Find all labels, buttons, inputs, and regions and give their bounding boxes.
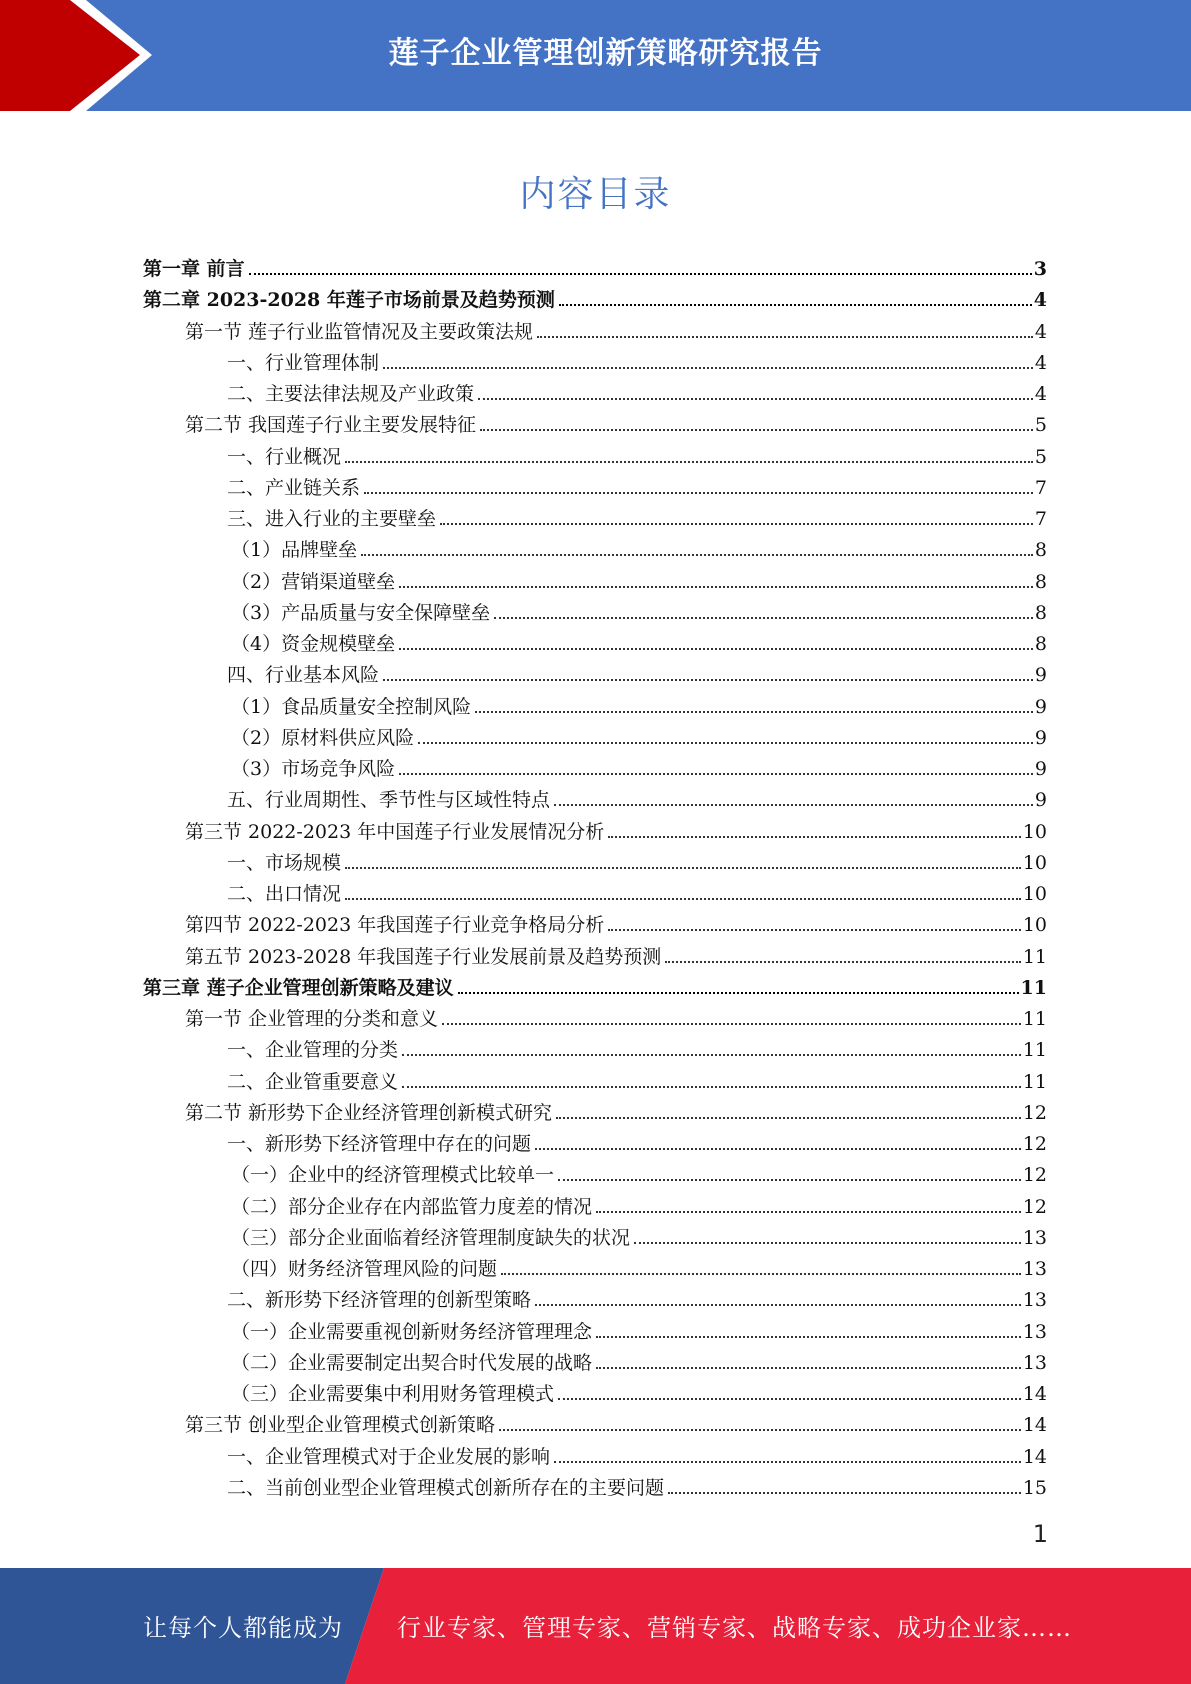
toc-dot-leader [383, 679, 1033, 681]
toc-entry-page: 13 [1022, 1226, 1047, 1249]
toc-entry[interactable] [143, 1223, 1047, 1254]
toc-entry[interactable] [143, 598, 1047, 629]
toc-dot-leader [494, 617, 1033, 619]
toc-dot-leader [399, 648, 1033, 650]
toc-entry-label: （2）营销渠道壁垒 [231, 570, 396, 593]
toc-entry-page: 9 [1034, 789, 1047, 812]
toc-entry-page: 13 [1022, 1351, 1047, 1374]
toc-entry-page: 14 [1022, 1383, 1047, 1405]
toc-entry-label: 第五节 2023-2028 年我国莲子行业发展前景及趋势预测 [185, 945, 662, 968]
toc-dot-leader [535, 1304, 1021, 1306]
toc-entry[interactable] [143, 879, 1047, 910]
table-of-contents [143, 254, 1047, 1504]
toc-dot-leader [554, 1461, 1021, 1463]
toc-entry[interactable] [143, 567, 1047, 598]
toc-entry[interactable] [143, 1004, 1047, 1035]
footer-banner [0, 1568, 1191, 1684]
toc-entry-page: 14 [1022, 1414, 1047, 1437]
toc-entry-page: 13 [1022, 1289, 1047, 1312]
toc-entry-page: 12 [1022, 1133, 1047, 1155]
footer-slogan-left: 让每个人都能成为 [143, 1614, 343, 1642]
toc-entry-page: 12 [1022, 1164, 1047, 1187]
toc-entry-label: 五、行业周期性、季节性与区域性特点 [227, 789, 551, 812]
toc-dot-leader [634, 1242, 1021, 1244]
report-title: 莲子企业管理创新策略研究报告 [388, 36, 823, 71]
toc-entry-label: 第三节 2022-2023 年中国莲子行业发展情况分析 [185, 820, 605, 843]
toc-dot-leader [418, 742, 1033, 744]
toc-entry-label: 第一节 企业管理的分类和意义 [185, 1008, 439, 1030]
toc-dot-leader [345, 898, 1021, 900]
toc-dot-leader [399, 773, 1033, 775]
toc-entry-page: 4 [1034, 383, 1047, 405]
toc-entry-page: 8 [1034, 633, 1047, 655]
toc-dot-leader [364, 492, 1033, 494]
toc-entry[interactable] [143, 1379, 1047, 1410]
toc-entry[interactable] [143, 410, 1047, 441]
toc-entry-page: 14 [1022, 1445, 1047, 1468]
toc-dot-leader [458, 992, 1019, 994]
toc-entry-label: 第二章 2023-2028 年莲子市场前景及趋势预测 [143, 289, 555, 312]
toc-entry[interactable] [143, 1317, 1047, 1348]
toc-dot-leader [558, 1179, 1021, 1181]
toc-entry-page: 5 [1034, 445, 1047, 468]
toc-dot-leader [608, 836, 1021, 838]
header-banner [0, 0, 1191, 111]
toc-entry-page: 7 [1034, 476, 1047, 499]
toc-entry-label: 一、市场规模 [227, 851, 342, 874]
toc-dot-leader [383, 367, 1033, 369]
toc-entry-page: 9 [1034, 695, 1047, 718]
toc-entry-page: 10 [1022, 820, 1047, 843]
toc-entry[interactable] [143, 785, 1047, 816]
toc-entry-label: 第四节 2022-2023 年我国莲子行业竞争格局分析 [185, 914, 605, 937]
toc-entry-page: 4 [1034, 351, 1047, 374]
toc-entry-label: 二、主要法律法规及产业政策 [227, 383, 475, 405]
toc-entry-label: （三）部分企业面临着经济管理制度缺失的状况 [231, 1226, 631, 1249]
toc-entry-label: 第二节 我国莲子行业主要发展特征 [185, 414, 477, 437]
toc-dot-leader [478, 398, 1033, 400]
toc-entry[interactable] [143, 754, 1047, 785]
toc-entry-page: 9 [1034, 758, 1047, 780]
toc-dot-leader [361, 554, 1033, 556]
toc-entry[interactable] [143, 1348, 1047, 1379]
toc-dot-leader [480, 429, 1033, 431]
toc-entry-label: 第二节 新形势下企业经济管理创新模式研究 [185, 1101, 553, 1124]
toc-entry[interactable] [143, 723, 1047, 754]
toc-dot-leader [249, 273, 1032, 275]
toc-entry-page: 12 [1022, 1101, 1047, 1124]
toc-dot-leader [501, 1273, 1021, 1275]
toc-entry[interactable] [143, 1285, 1047, 1316]
toc-entry[interactable] [143, 1067, 1047, 1098]
toc-entry-label: 一、企业管理的分类 [227, 1039, 399, 1062]
toc-dot-leader [665, 961, 1021, 963]
toc-dot-leader [554, 804, 1033, 806]
toc-entry-label: （4）资金规模壁垒 [231, 633, 396, 655]
toc-entry-page: 9 [1034, 664, 1047, 687]
toc-entry[interactable] [143, 692, 1047, 723]
toc-entry[interactable] [143, 1192, 1047, 1223]
toc-dot-leader [668, 1492, 1021, 1494]
toc-entry[interactable] [143, 504, 1047, 535]
toc-entry-page: 8 [1034, 570, 1047, 593]
toc-dot-leader [402, 1086, 1021, 1088]
toc-dot-leader [596, 1367, 1021, 1369]
toc-entry-label: 二、出口情况 [227, 883, 342, 905]
toc-dot-leader [537, 336, 1033, 338]
toc-entry-label: 二、产业链关系 [227, 476, 361, 499]
toc-entry[interactable] [143, 817, 1047, 848]
toc-entry-label: 二、企业管重要意义 [227, 1070, 399, 1093]
toc-entry-page: 11 [1022, 1070, 1047, 1093]
toc-entry[interactable] [143, 285, 1047, 316]
toc-entry-page: 10 [1022, 914, 1047, 937]
toc-entry-label: 三、进入行业的主要壁垒 [227, 508, 437, 530]
toc-entry-label: 一、行业概况 [227, 445, 342, 468]
toc-entry-label: （一）企业中的经济管理模式比较单一 [231, 1164, 555, 1187]
toc-entry-label: 第三节 创业型企业管理模式创新策略 [185, 1414, 496, 1437]
toc-entry-page: 13 [1022, 1320, 1047, 1343]
footer-slogan-right: 行业专家、管理专家、营销专家、战略专家、成功企业家…… [397, 1614, 1072, 1642]
toc-entry-label: （二）部分企业存在内部监管力度差的情况 [231, 1195, 593, 1218]
toc-entry-page: 8 [1034, 601, 1047, 624]
toc-entry[interactable] [143, 254, 1047, 285]
toc-dot-leader [596, 1336, 1021, 1338]
toc-entry[interactable] [143, 1442, 1047, 1473]
toc-entry[interactable] [143, 1254, 1047, 1285]
toc-entry[interactable] [143, 535, 1047, 566]
toc-entry-page: 12 [1022, 1195, 1047, 1218]
toc-entry[interactable] [143, 1160, 1047, 1191]
toc-entry[interactable] [143, 1129, 1047, 1160]
toc-dot-leader [475, 711, 1033, 713]
toc-dot-leader [499, 1429, 1021, 1431]
toc-entry[interactable] [143, 1098, 1047, 1129]
toc-entry-page: 4 [1034, 320, 1047, 343]
toc-entry-label: 四、行业基本风险 [227, 664, 380, 687]
toc-entry-page: 5 [1034, 414, 1047, 437]
toc-entry-label: （3）产品质量与安全保障壁垒 [231, 601, 491, 624]
toc-dot-leader [596, 1211, 1021, 1213]
toc-entry[interactable] [143, 317, 1047, 348]
toc-entry[interactable] [143, 1035, 1047, 1066]
toc-heading: 内容目录 [519, 174, 672, 215]
toc-entry-label: 第一节 莲子行业监管情况及主要政策法规 [185, 320, 534, 343]
toc-entry-page: 4 [1033, 289, 1047, 312]
toc-dot-leader [556, 1117, 1021, 1119]
toc-entry[interactable] [143, 660, 1047, 691]
toc-entry-label: （四）财务经济管理风险的问题 [231, 1258, 498, 1280]
toc-entry-page: 15 [1022, 1476, 1047, 1499]
toc-entry-label: （3）市场竞争风险 [231, 758, 396, 780]
toc-entry[interactable] [143, 848, 1047, 879]
toc-entry-page: 11 [1022, 1039, 1047, 1062]
toc-dot-leader [535, 1148, 1021, 1150]
toc-entry-page: 9 [1034, 726, 1047, 749]
toc-entry-label: 二、当前创业型企业管理模式创新所存在的主要问题 [227, 1476, 665, 1499]
toc-dot-leader [402, 1054, 1021, 1056]
toc-entry-page: 10 [1022, 851, 1047, 874]
toc-entry[interactable] [143, 1473, 1047, 1504]
toc-entry-label: （1）食品质量安全控制风险 [231, 695, 472, 718]
toc-entry[interactable] [143, 973, 1047, 1004]
toc-entry[interactable] [143, 942, 1047, 973]
toc-entry-page: 11 [1022, 945, 1047, 968]
toc-entry[interactable] [143, 473, 1047, 504]
toc-dot-leader [440, 523, 1033, 525]
toc-entry-page: 7 [1034, 508, 1047, 530]
toc-dot-leader [558, 1398, 1021, 1400]
toc-entry-page: 11 [1020, 976, 1047, 999]
toc-entry-label: 第三章 莲子企业管理创新策略及建议 [143, 976, 454, 999]
page-number: 1 [1032, 1520, 1048, 1548]
toc-entry-label: 一、行业管理体制 [227, 351, 380, 374]
toc-entry-page: 10 [1022, 883, 1047, 905]
toc-dot-leader [442, 1023, 1021, 1025]
toc-entry-page: 3 [1033, 258, 1047, 280]
toc-entry[interactable] [143, 348, 1047, 379]
toc-entry-label: （1）品牌壁垒 [231, 539, 358, 562]
toc-entry-label: 一、新形势下经济管理中存在的问题 [227, 1133, 532, 1155]
toc-entry-page: 13 [1022, 1258, 1047, 1280]
toc-entry-page: 11 [1022, 1008, 1047, 1030]
toc-entry-label: （2）原材料供应风险 [231, 726, 415, 749]
toc-dot-leader [608, 929, 1021, 931]
toc-entry-label: （三）企业需要集中利用财务管理模式 [231, 1383, 555, 1405]
toc-entry-label: （一）企业需要重视创新财务经济管理理念 [231, 1320, 593, 1343]
toc-entry[interactable] [143, 629, 1047, 660]
toc-dot-leader [345, 461, 1033, 463]
toc-entry-label: 第一章 前言 [143, 258, 245, 280]
toc-entry[interactable] [143, 442, 1047, 473]
toc-entry[interactable] [143, 910, 1047, 941]
toc-entry-label: 二、新形势下经济管理的创新型策略 [227, 1289, 532, 1312]
toc-dot-leader [399, 586, 1033, 588]
toc-dot-leader [559, 304, 1032, 306]
toc-entry-page: 8 [1034, 539, 1047, 562]
toc-entry-label: （二）企业需要制定出契合时代发展的战略 [231, 1351, 593, 1374]
toc-entry[interactable] [143, 1410, 1047, 1441]
toc-entry[interactable] [143, 379, 1047, 410]
toc-entry-label: 一、企业管理模式对于企业发展的影响 [227, 1445, 551, 1468]
toc-dot-leader [345, 867, 1021, 869]
